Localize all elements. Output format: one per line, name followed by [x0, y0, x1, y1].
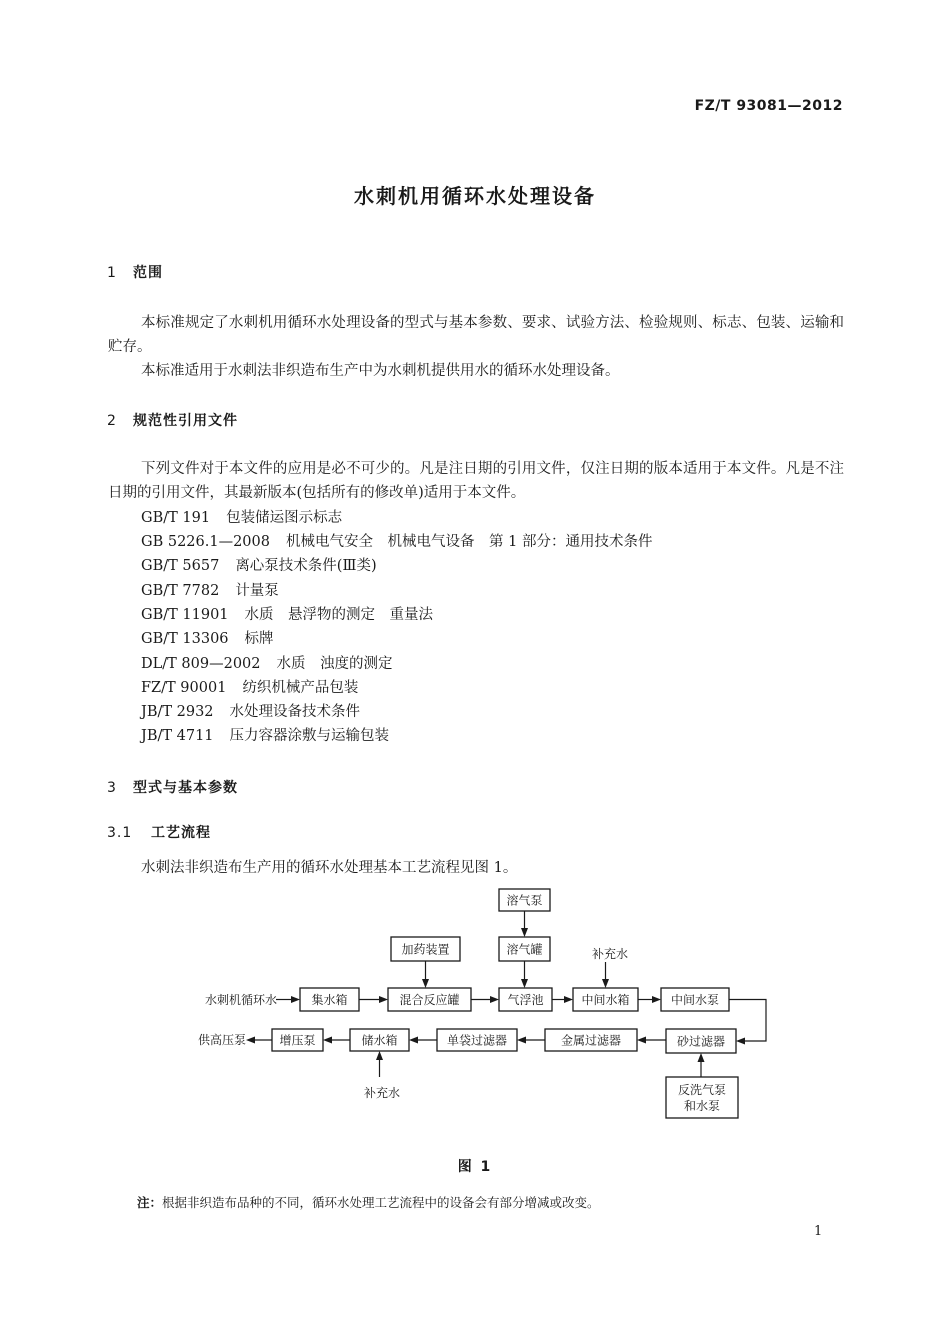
reference-code: DL/T 809—2002	[141, 656, 261, 672]
box-intermediate-tank	[573, 988, 638, 1011]
box-backwash-pumps	[666, 1077, 738, 1118]
arrowhead	[652, 996, 661, 1003]
box-dissolved-air-tank	[499, 937, 550, 961]
box-label: 增压泵	[279, 1033, 316, 1048]
arrowhead	[564, 996, 573, 1003]
section-title: 范围	[133, 265, 163, 281]
section-number: 3.1	[107, 825, 133, 841]
section-number: 1	[107, 265, 117, 281]
section-title: 规范性引用文件	[133, 413, 238, 429]
document-title: 水刺机用循环水处理设备	[354, 184, 596, 208]
arrowhead	[602, 979, 609, 988]
note-text: 根据非织造布品种的不同，循环水处理工艺流程中的设备会有部分增减或改变。	[162, 1195, 600, 1210]
box-label: 溶气罐	[506, 942, 543, 957]
box-label: 气浮池	[507, 993, 544, 1007]
box-label: 中间水箱	[581, 993, 630, 1007]
reference-title: 水质 悬浮物的测定 重量法	[244, 607, 434, 623]
box-label: 金属过滤器	[560, 1033, 622, 1048]
box-label: 集水箱	[311, 993, 348, 1007]
reference-title: 压力容器涂敷与运输包装	[229, 728, 390, 744]
reference-code: GB/T 5657	[141, 558, 220, 574]
reference-code: GB 5226.1—2008	[141, 534, 270, 550]
reference-title: 计量泵	[235, 583, 279, 599]
makeup-water-bottom-label: 补充水	[364, 1086, 401, 1100]
box-intermediate-pump	[661, 988, 729, 1011]
reference-code: JB/T 2932	[141, 704, 214, 720]
box-label-line2: 和水泵	[683, 1099, 721, 1113]
box-booster-pump	[272, 1029, 323, 1051]
reference-title: 离心泵技术条件(Ⅲ类)	[235, 558, 377, 574]
reference-code: FZ/T 90001	[141, 680, 227, 696]
box-dissolved-air-pump	[499, 889, 550, 911]
standard-code: FZ/T 93081—2012	[694, 98, 843, 114]
arrowhead	[521, 979, 528, 988]
section-number: 3	[107, 780, 117, 796]
reference-title: 机械电气安全 机械电气设备 第 1 部分：通用技术条件	[286, 534, 653, 550]
box-label-line1: 反洗气泵	[677, 1083, 727, 1097]
reference-code: GB/T 191	[141, 510, 211, 526]
section-number: 2	[107, 413, 117, 429]
figure-caption: 图 1	[457, 1159, 493, 1175]
scope-paragraph-1: 本标准规定了水刺机用循环水处理设备的型式与基本参数、要求、试验方法、检验规则、标志、包装、运输和贮存。	[108, 315, 844, 355]
box-sand-filter	[666, 1029, 736, 1053]
figure-note	[137, 1193, 600, 1211]
page-number: 1	[814, 1224, 823, 1239]
box-label: 中间水泵	[670, 993, 720, 1007]
box-label: 溶气泵	[506, 893, 543, 908]
box-collection-tank	[300, 988, 359, 1011]
makeup-water-top-label: 补充水	[592, 947, 629, 961]
scope-paragraph-2: 本标准适用于水刺法非织造布生产中为水刺机提供用水的循环水处理设备。	[141, 363, 620, 379]
output-label: 供高压泵	[198, 1033, 247, 1047]
reference-code: GB/T 11901	[141, 607, 229, 623]
reference-title: 水处理设备技术条件	[229, 704, 361, 720]
box-dosing-device	[391, 937, 460, 961]
reference-title: 包装储运图示标志	[226, 510, 343, 526]
arrowhead	[698, 1053, 705, 1062]
arrowhead	[736, 1038, 745, 1045]
arrowhead	[422, 979, 429, 988]
arrowhead	[637, 1037, 646, 1044]
section-title: 型式与基本参数	[133, 780, 238, 796]
arrowhead	[521, 928, 528, 937]
reference-code: GB/T 7782	[141, 583, 220, 599]
section-title: 工艺流程	[151, 825, 211, 841]
arrowhead	[376, 1051, 383, 1060]
reference-title: 标牌	[244, 631, 274, 647]
box-air-flotation	[499, 988, 552, 1011]
process-intro: 水刺法非织造布生产用的循环水处理基本工艺流程见图 1。	[141, 860, 518, 876]
box-metal-filter	[545, 1029, 637, 1051]
reference-title: 水质 浊度的测定	[276, 656, 393, 672]
box-mixing-reactor	[388, 988, 471, 1011]
references-intro: 下列文件对于本文件的应用是必不可少的。凡是注日期的引用文件，仅注日期的版本适用于本文件。凡是不注日期的引用文件，其最新版本(包括所有的修改单)适用于本文件。	[108, 461, 844, 501]
input-label: 水刺机循环水	[205, 993, 278, 1007]
arrowhead	[517, 1037, 526, 1044]
arrowhead	[291, 996, 300, 1003]
reference-code: GB/T 13306	[141, 631, 229, 647]
arrowhead	[246, 1037, 255, 1044]
box-label: 加药装置	[401, 942, 450, 957]
box-storage-tank	[350, 1029, 409, 1051]
arrowhead	[323, 1037, 332, 1044]
reference-code: JB/T 4711	[141, 728, 214, 744]
arrowhead	[409, 1037, 418, 1044]
note-label: 注：	[137, 1195, 163, 1210]
reference-title: 纺织机械产品包装	[242, 680, 359, 696]
box-bag-filter	[437, 1029, 517, 1051]
box-label: 混合反应罐	[399, 993, 460, 1007]
box-label: 单袋过滤器	[446, 1033, 508, 1048]
arrowhead	[379, 996, 388, 1003]
arrowhead	[490, 996, 499, 1003]
box-label: 砂过滤器	[676, 1034, 726, 1049]
box-label: 储水箱	[361, 1033, 398, 1048]
